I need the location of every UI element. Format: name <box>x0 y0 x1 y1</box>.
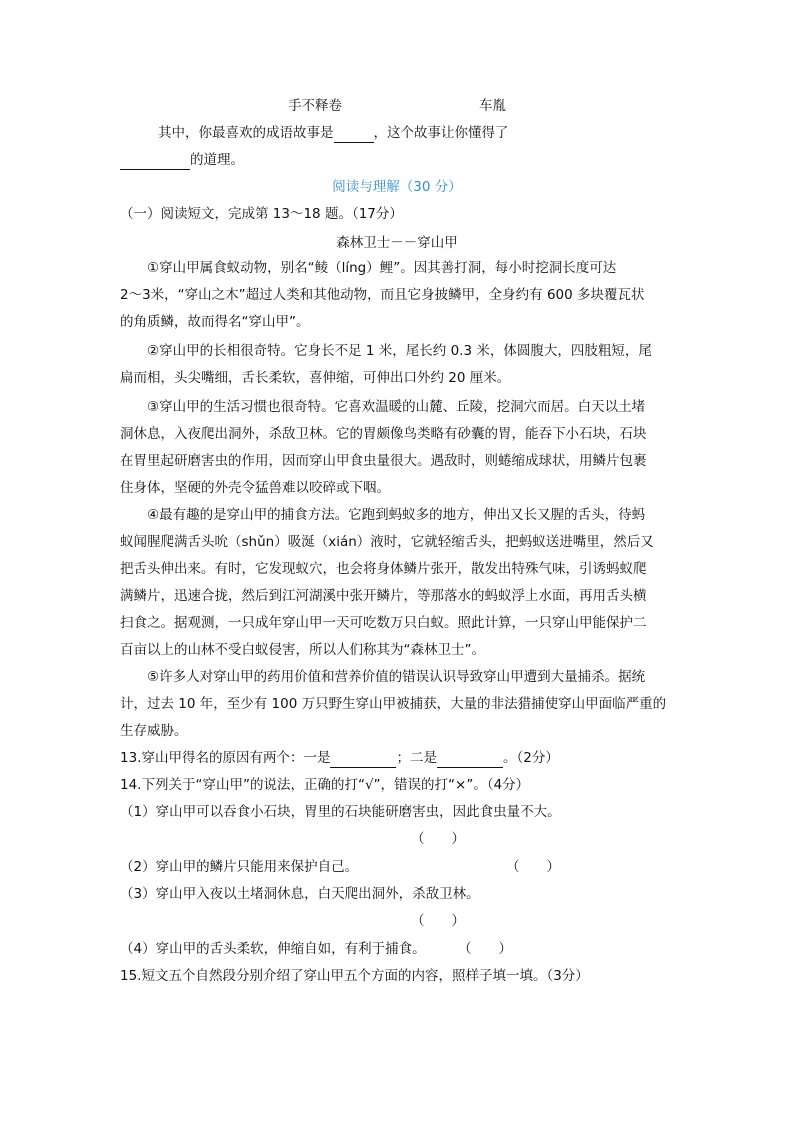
fav-story-text-2: ，这个故事让你懂得了 <box>373 125 509 141</box>
para4-line: 百亩以上的山林不受白蚁侵害，所以人们称其为“森林卫士”。 <box>120 642 485 658</box>
fav-story-text-3: 的道理。 <box>190 152 244 168</box>
fav-story-text-1: 其中，你最喜欢的成语故事是 <box>158 125 334 141</box>
para5-line: 计，过去 10 年，至少有 100 万只野生穿山甲被捕获，大量的非法猎捕使穿山甲面临严重的 <box>120 696 667 712</box>
q14-item-1: （1）穿山甲可以吞食小石块，胃里的石块能研磨害虫，因此食虫量不大。 <box>120 804 561 820</box>
para4-line: ④最有趣的是穿山甲的捕食方法。它跑到蚂蚁多的地方，伸出又长又腥的舌头，待蚂 <box>147 507 646 523</box>
para2-line: ②穿山甲的长相很奇特。它身长不足 1 米，尾长约 0.3 米，体圆腹大，四肢粗短，尾 <box>147 343 652 359</box>
fav-story-line <box>158 123 509 143</box>
q14-item-4: （4）穿山甲的舌头柔软，伸缩自如，有利于捕食。 <box>120 941 426 957</box>
article-title: 森林卫士－－穿山甲 <box>336 235 458 251</box>
para4-line: 蚁闻腥爬满舌头吮（shǔn）吸涎（xián）液时，它就轻缩舌头，把蚂蚁送进嘴里，然后又 <box>120 534 654 550</box>
para5-line: ⑤许多人对穿山甲的药用价值和营养价值的错误认识导致穿山甲遭到大量捕杀。据统 <box>147 669 646 685</box>
q13-text-1: 13.穿山甲得名的原因有两个：一是 <box>120 750 331 766</box>
para1-line: 2～3米，“穿山之木”超过人类和其他动物，而且它身披鳞甲，全身约有 600 多块覆瓦状 <box>120 287 645 303</box>
para2-line: 扁而相，头尖嘴细，舌长柔软，喜伸缩，可伸出口外约 20 厘米。 <box>120 370 511 386</box>
para3-line: 在胃里起研磨害虫的作用，因而穿山甲食虫量很大。遇敌时，则蜷缩成球状，用鳞片包裹 <box>120 453 647 469</box>
q13-blank-2[interactable] <box>437 751 503 768</box>
q14-item-3: （3）穿山甲入夜以土堵洞休息，白天爬出洞外，杀敌卫林。 <box>120 886 480 902</box>
question-13 <box>120 748 559 768</box>
q14-answer-paren-3[interactable]: （ ） <box>411 913 465 929</box>
para4-line: 把舌头伸出来。有时，它发现蚁穴，也会将身体鳞片张开，散发出特殊气味，引诱蚂蚁爬 <box>120 561 647 577</box>
para3-line: 洞休息，入夜爬出洞外，杀敌卫林。它的胃颇像鸟类略有砂囊的胃，能吞下小石块，石块 <box>120 426 647 442</box>
question-15: 15.短文五个自然段分别介绍了穿山甲五个方面的内容，照样子填一填。（3分） <box>120 968 589 984</box>
para3-line: 住身体，坚硬的外壳令猛兽难以咬碎或下咽。 <box>120 480 390 496</box>
q14-answer-paren-1[interactable]: （ ） <box>411 831 465 847</box>
q14-answer-paren-2[interactable]: （ ） <box>506 859 560 875</box>
q14-answer-paren-4[interactable]: （ ） <box>458 941 512 957</box>
para4-line: 满鳞片，迅速合拢，然后到江河湖溪中张开鳞片，等那落水的蚂蚁浮上水面，再用舌头横 <box>120 588 647 604</box>
question-14-stem: 14.下列关于“穿山甲”的说法，正确的打“√”，错误的打“×”。（4分） <box>120 777 530 793</box>
section-heading: 阅读与理解（30 分） <box>332 179 462 195</box>
para1-line: 的角质鳞，故而得名“穿山甲”。 <box>120 314 310 330</box>
para4-line: 扫食之。据观测，一只成年穿山甲一天可吃数万只白蚁。照此计算，一只穿山甲能保护二 <box>120 615 647 631</box>
q13-text-3: 。（2分） <box>502 750 559 766</box>
fav-story-blank[interactable] <box>334 126 374 143</box>
q14-item-2: （2）穿山甲的鳞片只能用来保护自己。 <box>120 859 359 875</box>
q13-text-2: ；二是 <box>396 750 437 766</box>
fav-story-line-2 <box>120 150 244 170</box>
part-one-instructions: （一）阅读短文，完成第 13～18 题。（17分） <box>120 206 403 222</box>
para3-line: ③穿山甲的生活习惯也很奇特。它喜欢温暖的山麓、丘陵，挖洞穴而居。白天以土堵 <box>147 399 646 415</box>
idiom-left: 手不释卷 <box>288 98 342 114</box>
para5-line: 生存威胁。 <box>120 723 188 739</box>
idiom-right: 车胤 <box>479 98 506 114</box>
para1-line: ①穿山甲属食蚁动物，别名“鲮（líng）鲤”。因其善打洞，每小时挖洞长度可达 <box>147 260 617 276</box>
q13-blank-1[interactable] <box>330 751 396 768</box>
lesson-blank[interactable] <box>120 153 190 170</box>
